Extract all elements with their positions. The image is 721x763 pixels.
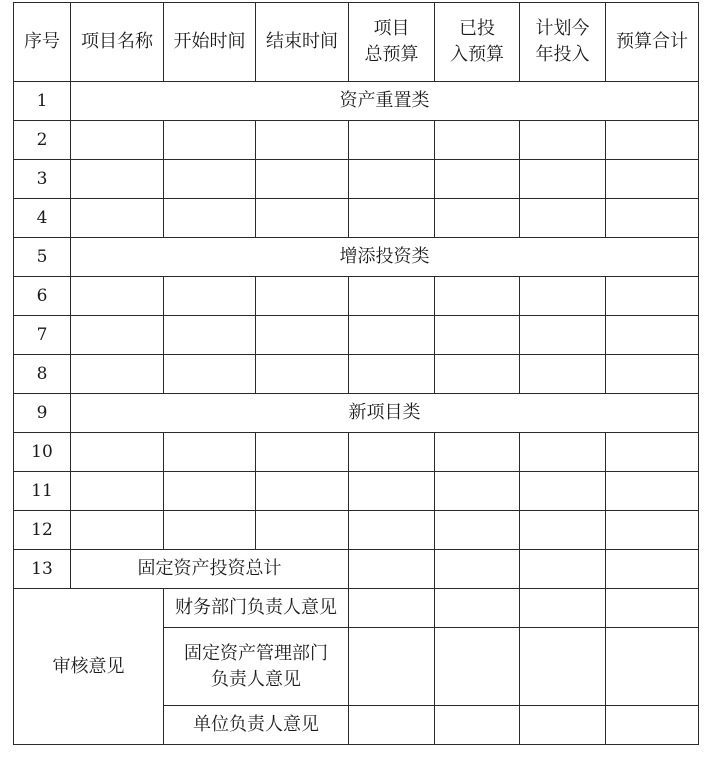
budget-total-cell[interactable]: [606, 511, 699, 550]
header-invested-budget-line-1: 已投: [459, 18, 495, 39]
end-time-cell[interactable]: [256, 199, 349, 238]
invested-budget-cell[interactable]: [435, 277, 520, 316]
review-opinion-cell[interactable]: [520, 589, 606, 628]
planned-this-year-cell[interactable]: [520, 316, 606, 355]
header-end-time: 结束时间: [256, 3, 349, 82]
end-time-cell[interactable]: [256, 316, 349, 355]
row-number: 10: [14, 433, 71, 472]
planned-this-year-cell[interactable]: [520, 472, 606, 511]
table-row: [14, 121, 699, 160]
planned-this-year-cell[interactable]: [520, 433, 606, 472]
review-opinion-cell[interactable]: [435, 706, 520, 745]
review-opinion-cell[interactable]: [349, 706, 435, 745]
section-title: 资产重置类: [71, 82, 699, 121]
budget-total-cell[interactable]: [606, 277, 699, 316]
header-invested-budget: [435, 3, 520, 82]
budget-total-cell[interactable]: [606, 121, 699, 160]
planned-this-year-cell[interactable]: [520, 160, 606, 199]
review-unit-head-label: 单位负责人意见: [164, 706, 349, 745]
total-budget-cell[interactable]: [349, 550, 435, 589]
header-total-budget-line-1: 项目: [373, 18, 410, 39]
budget-total-cell[interactable]: [606, 160, 699, 199]
planned-this-year-cell[interactable]: [520, 355, 606, 394]
start-time-cell[interactable]: [164, 316, 256, 355]
section-row-new-project: [14, 394, 699, 433]
review-opinion-cell[interactable]: [349, 628, 435, 706]
total-budget-cell[interactable]: [349, 199, 435, 238]
project-name-cell[interactable]: [71, 472, 164, 511]
row-number: 3: [14, 160, 71, 199]
row-number: 4: [14, 199, 71, 238]
review-asset-mgmt-label: [164, 628, 349, 706]
total-label: 固定资产投资总计: [71, 550, 349, 589]
start-time-cell[interactable]: [164, 199, 256, 238]
start-time-cell[interactable]: [164, 355, 256, 394]
total-budget-cell[interactable]: [349, 160, 435, 199]
project-name-cell[interactable]: [71, 199, 164, 238]
table-row: [14, 199, 699, 238]
header-budget-total: 预算合计: [606, 3, 699, 82]
total-budget-cell[interactable]: [349, 511, 435, 550]
total-budget-cell[interactable]: [349, 121, 435, 160]
section-title: 新项目类: [71, 394, 699, 433]
budget-total-cell[interactable]: [606, 355, 699, 394]
header-row: [14, 3, 699, 82]
project-name-cell[interactable]: [71, 277, 164, 316]
invested-budget-cell[interactable]: [435, 550, 520, 589]
table-row: [14, 472, 699, 511]
total-budget-cell[interactable]: [349, 433, 435, 472]
row-number: 9: [14, 394, 71, 433]
total-budget-cell[interactable]: [349, 472, 435, 511]
budget-total-cell[interactable]: [606, 433, 699, 472]
header-planned-line-1: 计划今: [535, 18, 590, 39]
table-row: [14, 511, 699, 550]
table-row: [14, 277, 699, 316]
header-planned-this-year: [520, 3, 606, 82]
review-asset-mgmt-line-2: 负责人意见: [211, 668, 301, 690]
fixed-asset-budget-table: [13, 2, 699, 745]
header-planned-line-2: 年投入: [535, 44, 590, 65]
review-opinion-cell[interactable]: [520, 628, 606, 706]
end-time-cell[interactable]: [256, 355, 349, 394]
end-time-cell[interactable]: [256, 472, 349, 511]
budget-total-cell[interactable]: [606, 472, 699, 511]
review-opinion-cell[interactable]: [435, 628, 520, 706]
planned-this-year-cell[interactable]: [520, 550, 606, 589]
project-name-cell[interactable]: [71, 355, 164, 394]
invested-budget-cell[interactable]: [435, 199, 520, 238]
end-time-cell[interactable]: [256, 121, 349, 160]
project-name-cell[interactable]: [71, 160, 164, 199]
project-name-cell[interactable]: [71, 121, 164, 160]
start-time-cell[interactable]: [164, 277, 256, 316]
invested-budget-cell[interactable]: [435, 316, 520, 355]
table-row: [14, 316, 699, 355]
review-row-finance: [14, 589, 699, 628]
header-total-budget: [349, 3, 435, 82]
review-opinion-cell[interactable]: [435, 589, 520, 628]
end-time-cell[interactable]: [256, 160, 349, 199]
header-invested-budget-line-2: 入预算: [450, 44, 504, 65]
row-number: 12: [14, 511, 71, 550]
review-asset-mgmt-line-1: 固定资产管理部门: [184, 642, 328, 664]
invested-budget-cell[interactable]: [435, 472, 520, 511]
invested-budget-cell[interactable]: [435, 433, 520, 472]
project-name-cell[interactable]: [71, 433, 164, 472]
table-row: [14, 160, 699, 199]
project-name-cell[interactable]: [71, 511, 164, 550]
planned-this-year-cell[interactable]: [520, 199, 606, 238]
planned-this-year-cell[interactable]: [520, 511, 606, 550]
total-budget-cell[interactable]: [349, 355, 435, 394]
start-time-cell[interactable]: [164, 121, 256, 160]
start-time-cell[interactable]: [164, 472, 256, 511]
review-opinion-cell[interactable]: [606, 589, 699, 628]
end-time-cell[interactable]: [256, 433, 349, 472]
end-time-cell[interactable]: [256, 277, 349, 316]
start-time-cell[interactable]: [164, 511, 256, 550]
row-number: 5: [14, 238, 71, 277]
end-time-cell[interactable]: [256, 511, 349, 550]
budget-total-cell[interactable]: [606, 199, 699, 238]
budget-total-cell[interactable]: [606, 550, 699, 589]
project-name-cell[interactable]: [71, 316, 164, 355]
total-budget-cell[interactable]: [349, 316, 435, 355]
total-budget-cell[interactable]: [349, 277, 435, 316]
review-opinion-cell[interactable]: [606, 628, 699, 706]
row-number: 8: [14, 355, 71, 394]
table-row: [14, 355, 699, 394]
invested-budget-cell[interactable]: [435, 160, 520, 199]
section-row-asset-replacement: [14, 82, 699, 121]
row-number: 2: [14, 121, 71, 160]
start-time-cell[interactable]: [164, 160, 256, 199]
section-title: 增添投资类: [71, 238, 699, 277]
row-number: 7: [14, 316, 71, 355]
row-number: 1: [14, 82, 71, 121]
header-project-name: 项目名称: [71, 3, 164, 82]
header-total-budget-line-2: 总预算: [364, 44, 419, 65]
review-label: 审核意见: [14, 589, 164, 745]
header-seq: 序号: [14, 3, 71, 82]
start-time-cell[interactable]: [164, 433, 256, 472]
review-finance-label: 财务部门负责人意见: [164, 589, 349, 628]
header-start-time: 开始时间: [164, 3, 256, 82]
review-opinion-cell[interactable]: [349, 589, 435, 628]
invested-budget-cell[interactable]: [435, 511, 520, 550]
row-number: 11: [14, 472, 71, 511]
budget-total-cell[interactable]: [606, 316, 699, 355]
planned-this-year-cell[interactable]: [520, 121, 606, 160]
review-opinion-cell[interactable]: [520, 706, 606, 745]
section-row-additional-investment: [14, 238, 699, 277]
invested-budget-cell[interactable]: [435, 355, 520, 394]
invested-budget-cell[interactable]: [435, 121, 520, 160]
review-opinion-cell[interactable]: [606, 706, 699, 745]
planned-this-year-cell[interactable]: [520, 277, 606, 316]
total-row: [14, 550, 699, 589]
row-number: 6: [14, 277, 71, 316]
table-row: [14, 433, 699, 472]
row-number: 13: [14, 550, 71, 589]
